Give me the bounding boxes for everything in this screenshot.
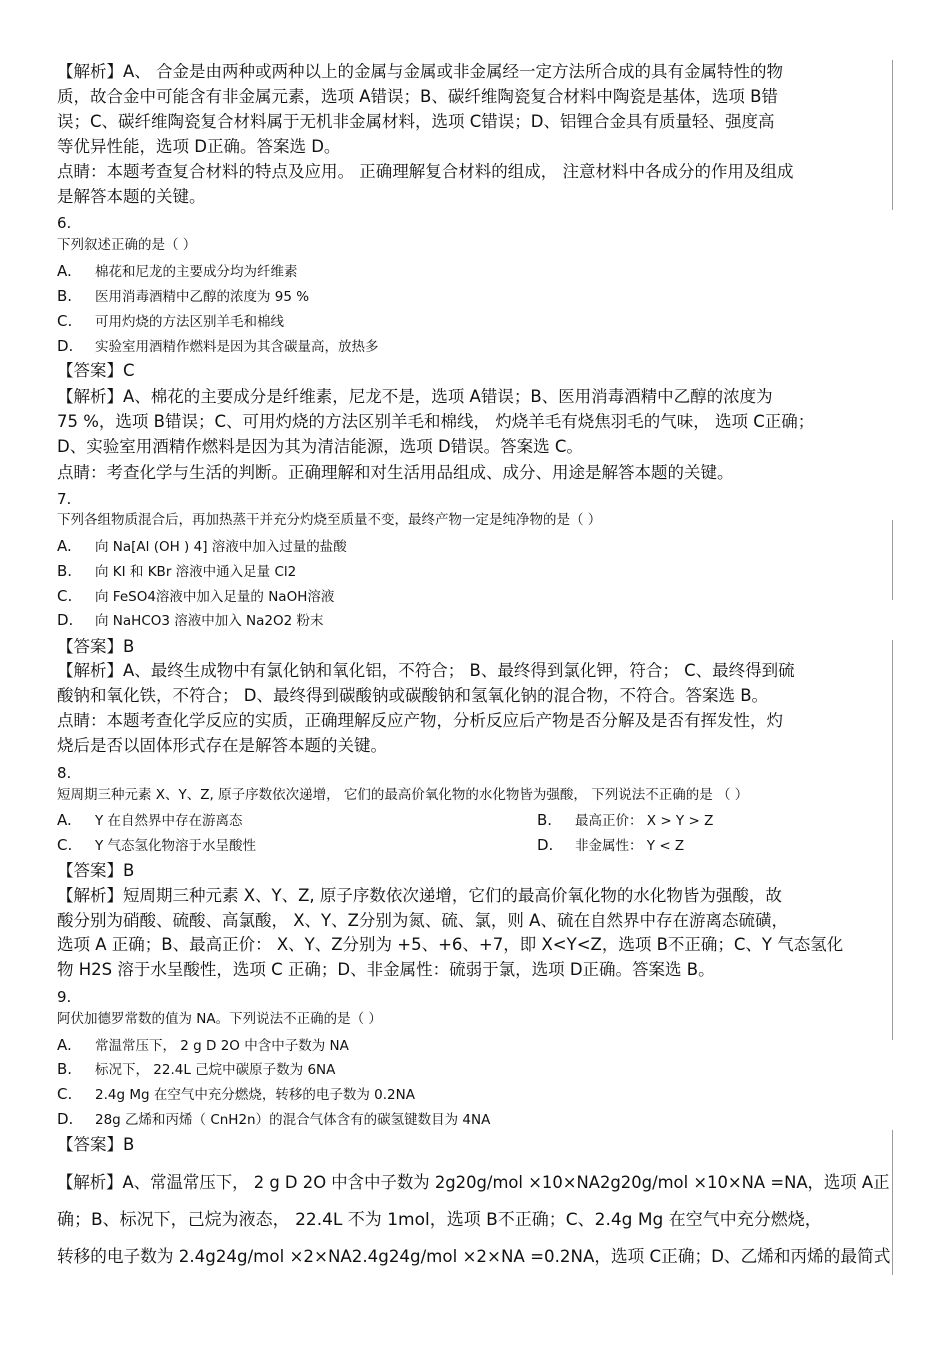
question-stem: 阿伏加德罗常数的值为 NA。下列说法不正确的是（ ）	[57, 1011, 382, 1027]
option-c	[57, 836, 256, 855]
option-text: 向 Na[Al (OH ) 4] 溶液中加入过量的盐酸	[95, 539, 347, 555]
page-border-right	[892, 520, 893, 600]
option-text: 医用消毒酒精中乙醇的浓度为 95 %	[95, 289, 310, 305]
analysis-line: 转移的电子数为 2.4g24g/mol ×2×NA2.4g24g/mol ×2×NA =0.2NA，选项 C正确；D、乙烯和丙烯的最简式	[57, 1247, 891, 1267]
q5-comment-line: 是解答本题的关键。	[57, 187, 206, 206]
question-number: 7.	[57, 490, 72, 508]
option-c	[57, 1085, 415, 1104]
option-text: 非金属性： Y < Z	[575, 838, 685, 854]
option-b	[537, 811, 713, 830]
question-stem: 下列叙述正确的是（ ）	[57, 237, 197, 253]
q5-analysis-line: 【解析】A、 合金是由两种或两种以上的金属与金属或非金属经一定方法所合成的具有金属特性的物	[57, 62, 784, 81]
option-d	[57, 1110, 490, 1129]
option-letter: D.	[57, 611, 74, 629]
answer-line: 【答案】B	[57, 637, 135, 656]
option-letter: A.	[57, 537, 72, 555]
analysis-line: 酸分别为硝酸、硫酸、高氯酸， X、Y、Z分别为氮、硫、氯，则 A、硫在自然界中存在游离态硫磺，	[57, 911, 788, 930]
option-text: 2.4g Mg 在空气中充分燃烧，转移的电子数为 0.2NA	[95, 1087, 415, 1103]
q5-analysis-line: 误；C、碳纤维陶瓷复合材料属于无机非金属材料，选项 C错误；D、铝锂合金具有质量轻、强度高	[57, 112, 775, 131]
page-border-right	[892, 640, 893, 1040]
question-stem: 短周期三种元素 X、Y、Z, 原子序数依次递增， 它们的最高价氧化物的水化物皆为强酸， 下列说法不正确的是 （ ）	[57, 787, 749, 803]
option-letter: A.	[57, 1036, 72, 1054]
option-text: 向 NaHCO3 溶液中加入 Na2O2 粉末	[95, 613, 324, 629]
option-letter: B.	[57, 562, 73, 580]
answer-line: 【答案】B	[57, 1135, 135, 1154]
analysis-line: 【解析】短周期三种元素 X、Y、Z, 原子序数依次递增，它们的最高价氧化物的水化物皆为强酸，故	[57, 886, 782, 905]
option-a	[57, 537, 347, 556]
option-b	[57, 1060, 335, 1079]
option-text: 棉花和尼龙的主要成分均为纤维素	[95, 264, 298, 280]
option-letter: D.	[57, 1110, 74, 1128]
option-c	[57, 312, 284, 331]
analysis-line: 物 H2S 溶于水呈酸性，选项 C 正确；D、非金属性：硫弱于氯，选项 D正确。答案选 B。	[57, 960, 715, 979]
option-text: 可用灼烧的方法区别羊毛和棉线	[95, 314, 284, 330]
analysis-line: 75 %，选项 B错误；C、可用灼烧的方法区别羊毛和棉线， 灼烧羊毛有烧焦羽毛的气味， 选项 C正确；	[57, 412, 815, 431]
option-letter: C.	[57, 587, 73, 605]
option-letter: D.	[537, 836, 554, 854]
option-letter: C.	[57, 1085, 73, 1103]
option-letter: C.	[57, 836, 73, 854]
option-b	[57, 287, 309, 306]
option-letter: A.	[57, 811, 72, 829]
option-c	[57, 587, 334, 606]
option-a	[57, 811, 243, 830]
option-d	[57, 337, 379, 356]
analysis-line: 酸钠和氧化铁，不符合； D、最终得到碳酸钠或碳酸钠和氢氧化钠的混合物，不符合。答案选 B。	[57, 686, 769, 705]
question-number: 9.	[57, 988, 72, 1006]
option-d	[537, 836, 684, 855]
option-letter: B.	[57, 287, 73, 305]
q5-comment-line: 点睛：本题考查复合材料的特点及应用。 正确理解复合材料的组成， 注意材料中各成分的作用及组成	[57, 162, 794, 181]
answer-line: 【答案】B	[57, 861, 135, 880]
page-border-right	[892, 60, 893, 210]
question-number: 8.	[57, 764, 72, 782]
analysis-line: D、实验室用酒精作燃料是因为其为清洁能源，选项 D错误。答案选 C。	[57, 437, 583, 456]
comment-line: 点睛：本题考查化学反应的实质，正确理解反应产物，分析反应后产物是否分解及是否有挥发性，灼	[57, 711, 783, 730]
analysis-line: 【解析】A、常温常压下， 2 g D 2O 中含中子数为 2g20g/mol ×10×NA2g20g/mol ×10×NA =NA，选项 A正	[57, 1173, 890, 1193]
analysis-line: 【解析】A、最终生成物中有氯化钠和氧化铝，不符合； B、最终得到氯化钾，符合； C、最终得到硫	[57, 661, 795, 680]
answer-line: 【答案】C	[57, 361, 135, 380]
option-text: Y 在自然界中存在游离态	[95, 813, 243, 829]
option-text: 最高正价： X > Y > Z	[575, 813, 714, 829]
question-stem: 下列各组物质混合后，再加热蒸干并充分灼烧至质量不变，最终产物一定是纯净物的是（ ）	[57, 512, 602, 528]
option-b	[57, 562, 296, 581]
option-text: Y 气态氢化物溶于水呈酸性	[95, 838, 257, 854]
option-a	[57, 1036, 349, 1055]
question-number: 6.	[57, 214, 72, 232]
option-d	[57, 611, 324, 630]
analysis-line: 确；B、标况下，己烷为液态， 22.4L 不为 1mol，选项 B不正确；C、2.4g Mg 在空气中充分燃烧，	[57, 1210, 822, 1230]
comment-line: 点睛：考查化学与生活的判断。正确理解和对生活用品组成、成分、用途是解答本题的关键。	[57, 463, 734, 482]
option-a	[57, 262, 298, 281]
analysis-line: 选项 A 正确；B、最高正价： X、Y、Z分别为 +5、+6、+7，即 X<Y<Z，选项 B不正确；C、Y 气态氢化	[57, 935, 844, 954]
option-letter: C.	[57, 312, 73, 330]
option-text: 标况下， 22.4L 己烷中碳原子数为 6NA	[95, 1062, 336, 1078]
q5-analysis-line: 质，故合金中可能含有非金属元素，选项 A错误；B、碳纤维陶瓷复合材料中陶瓷是基体，选项 B错	[57, 87, 778, 106]
comment-line: 烧后是否以固体形式存在是解答本题的关键。	[57, 736, 387, 755]
option-text: 向 KI 和 KBr 溶液中通入足量 Cl2	[95, 564, 297, 580]
option-text: 常温常压下， 2 g D 2O 中含中子数为 NA	[95, 1038, 349, 1054]
q5-analysis-line: 等优异性能，选项 D正确。答案选 D。	[57, 137, 341, 156]
analysis-line: 【解析】A、棉花的主要成分是纤维素，尼龙不是，选项 A错误；B、医用消毒酒精中乙醇的浓度为	[57, 387, 773, 406]
option-text: 向 FeSO4溶液中加入足量的 NaOH溶液	[95, 589, 335, 605]
page-border-right	[892, 1130, 893, 1275]
option-letter: D.	[57, 337, 74, 355]
option-letter: A.	[57, 262, 72, 280]
option-text: 28g 乙烯和丙烯（ CnH2n）的混合气体含有的碳氢键数目为 4NA	[95, 1112, 491, 1128]
option-text: 实验室用酒精作燃料是因为其含碳量高，放热多	[95, 339, 379, 355]
option-letter: B.	[57, 1060, 73, 1078]
option-letter: B.	[537, 811, 553, 829]
